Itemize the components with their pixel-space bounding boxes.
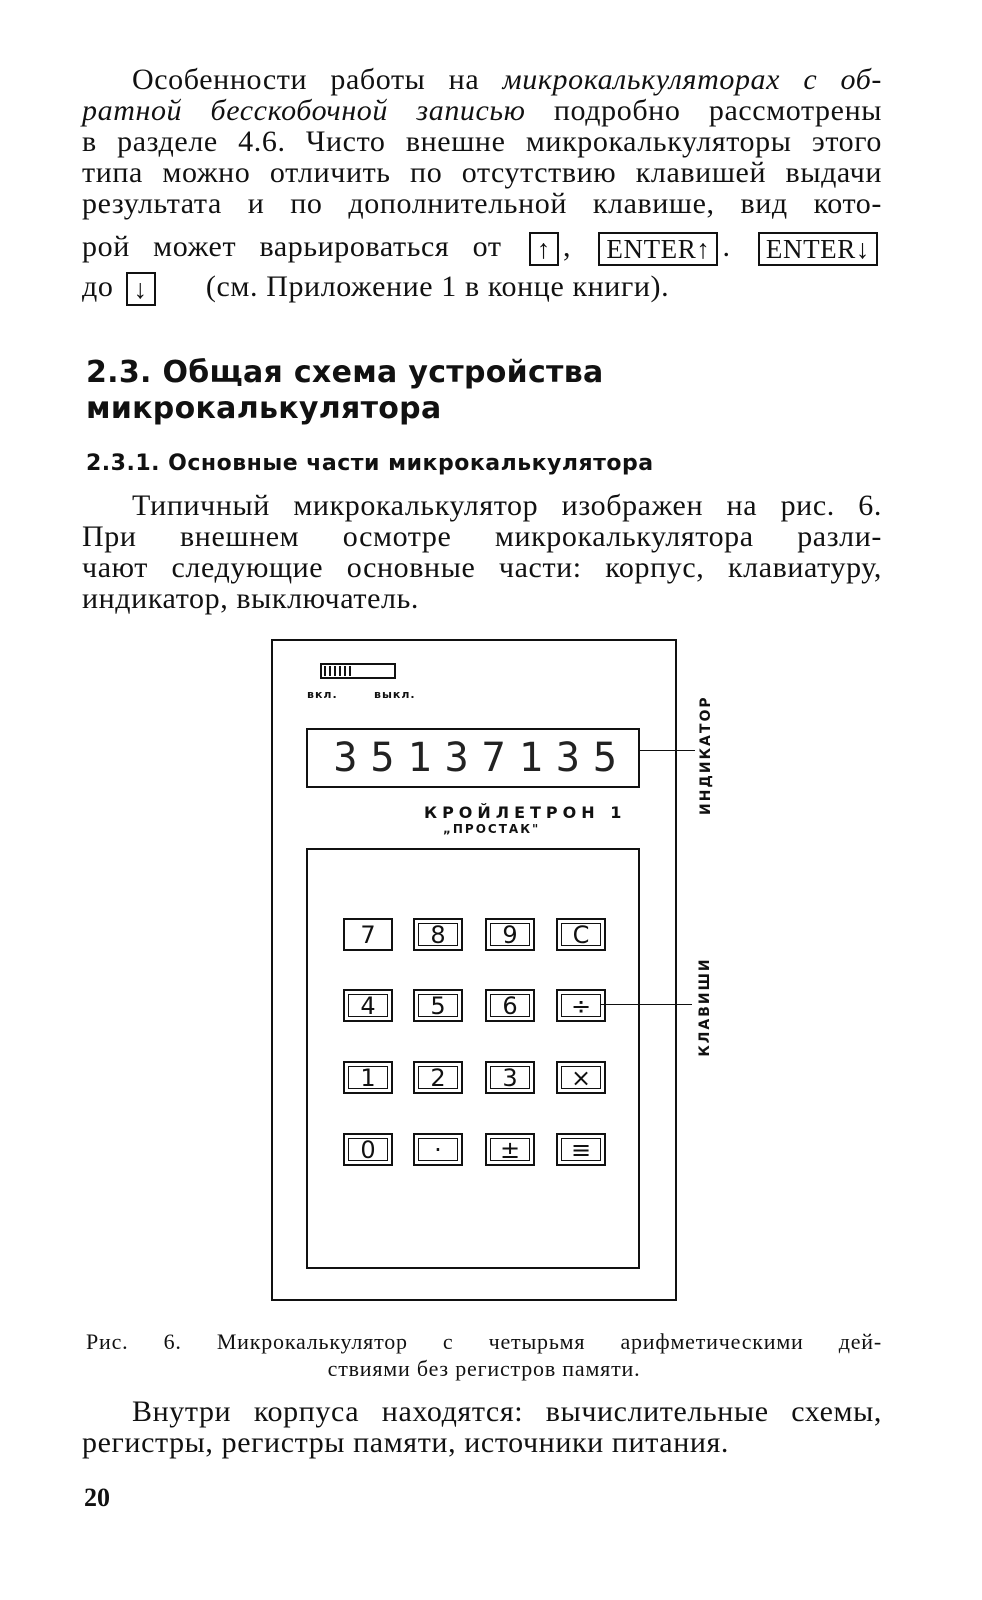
calc-key: 2 [413, 1061, 463, 1094]
section-heading-line: микрокалькулятора [86, 391, 442, 426]
paragraph-intro [82, 64, 882, 307]
calc-key: 5 [413, 989, 463, 1022]
caption-line: ствиями без регистров памяти. [327, 1356, 641, 1381]
text-line: до [82, 270, 114, 303]
calculator-display [306, 728, 640, 788]
caption-line: Рис. 6. Микрокалькулятор с четырьмя арифметическими дей- [86, 1329, 882, 1354]
key-enter-down: ENTER↓ [758, 232, 878, 266]
text-punct: , [562, 230, 572, 263]
key-enter-up: ENTER↑ [598, 232, 718, 266]
calc-key: × [556, 1061, 606, 1094]
calc-key: C [556, 918, 606, 951]
text-line: индикатор, выключатель. [82, 582, 419, 615]
power-switch [320, 663, 396, 679]
paragraph-parts [82, 490, 882, 614]
text-italic: ратной бесскобочной записью [82, 94, 526, 127]
calc-key: ≡ [556, 1133, 606, 1166]
model-label: „ПРОСТАК" [443, 822, 541, 836]
calc-key: · [413, 1133, 463, 1166]
section-heading [86, 355, 886, 427]
calc-key: 7 [343, 918, 393, 951]
callout-line-display [640, 750, 695, 751]
calc-key: 0 [343, 1133, 393, 1166]
switch-off-label: выкл. [374, 688, 416, 701]
calc-key: 1 [343, 1061, 393, 1094]
calc-key: ÷ [556, 989, 606, 1022]
calc-key: 4 [343, 989, 393, 1022]
text-line: чают следующие основные части: корпус, клавиатуру, [82, 551, 882, 584]
key-down-arrow: ↓ [126, 272, 156, 306]
section-heading-line: 2.3. Общая схема устройства [86, 355, 604, 390]
calc-key: ± [485, 1133, 535, 1166]
text-line: При внешнем осмотре микрокалькулятора разли- [82, 520, 882, 553]
text-line: результата и по дополнительной клавише, вид кото- [82, 187, 882, 220]
display-digits: 35137135 [333, 735, 630, 781]
calc-key: 3 [485, 1061, 535, 1094]
callout-line-keys [600, 1004, 692, 1005]
text-line: рой может варьироваться от [82, 230, 502, 263]
display-callout-label: ИНДИКАТОР [698, 695, 714, 815]
paragraph-inside [82, 1396, 882, 1458]
text-line: в разделе 4.6. Чисто внешне микрокалькуляторы этого [82, 125, 882, 158]
calc-key: 9 [485, 918, 535, 951]
text-line: подробно рассмотрены [525, 94, 882, 127]
text-line: Типичный микрокалькулятор изображен на рис. 6. [132, 489, 882, 522]
keypad-panel [306, 848, 640, 1269]
figure-caption [86, 1328, 882, 1382]
text-italic: микрокалькуляторах с об- [502, 63, 882, 96]
text-line: регистры, регистры памяти, источники питания. [82, 1426, 730, 1459]
subsection-heading: 2.3.1. Основные части микрокалькулятора [86, 451, 654, 476]
text-line: (см. Приложение 1 в конце книги). [205, 270, 670, 303]
calc-key: 8 [413, 918, 463, 951]
text-line: Внутри корпуса находятся: вычислительные схемы, [132, 1395, 882, 1428]
text-line: типа можно отличить по отсутствию клавишей выдачи [82, 156, 882, 189]
key-up-arrow: ↑ [529, 232, 559, 266]
brand-label: КРОЙЛЕТРОН 1 [424, 803, 627, 822]
text-punct: . [722, 230, 731, 263]
page-number: 20 [84, 1483, 110, 1512]
keys-callout-label: КЛАВИШИ [697, 957, 713, 1057]
switch-on-label: вкл. [307, 688, 338, 701]
text-line: Особенности работы на [132, 63, 503, 96]
switch-knob [324, 666, 352, 676]
calc-key: 6 [485, 989, 535, 1022]
